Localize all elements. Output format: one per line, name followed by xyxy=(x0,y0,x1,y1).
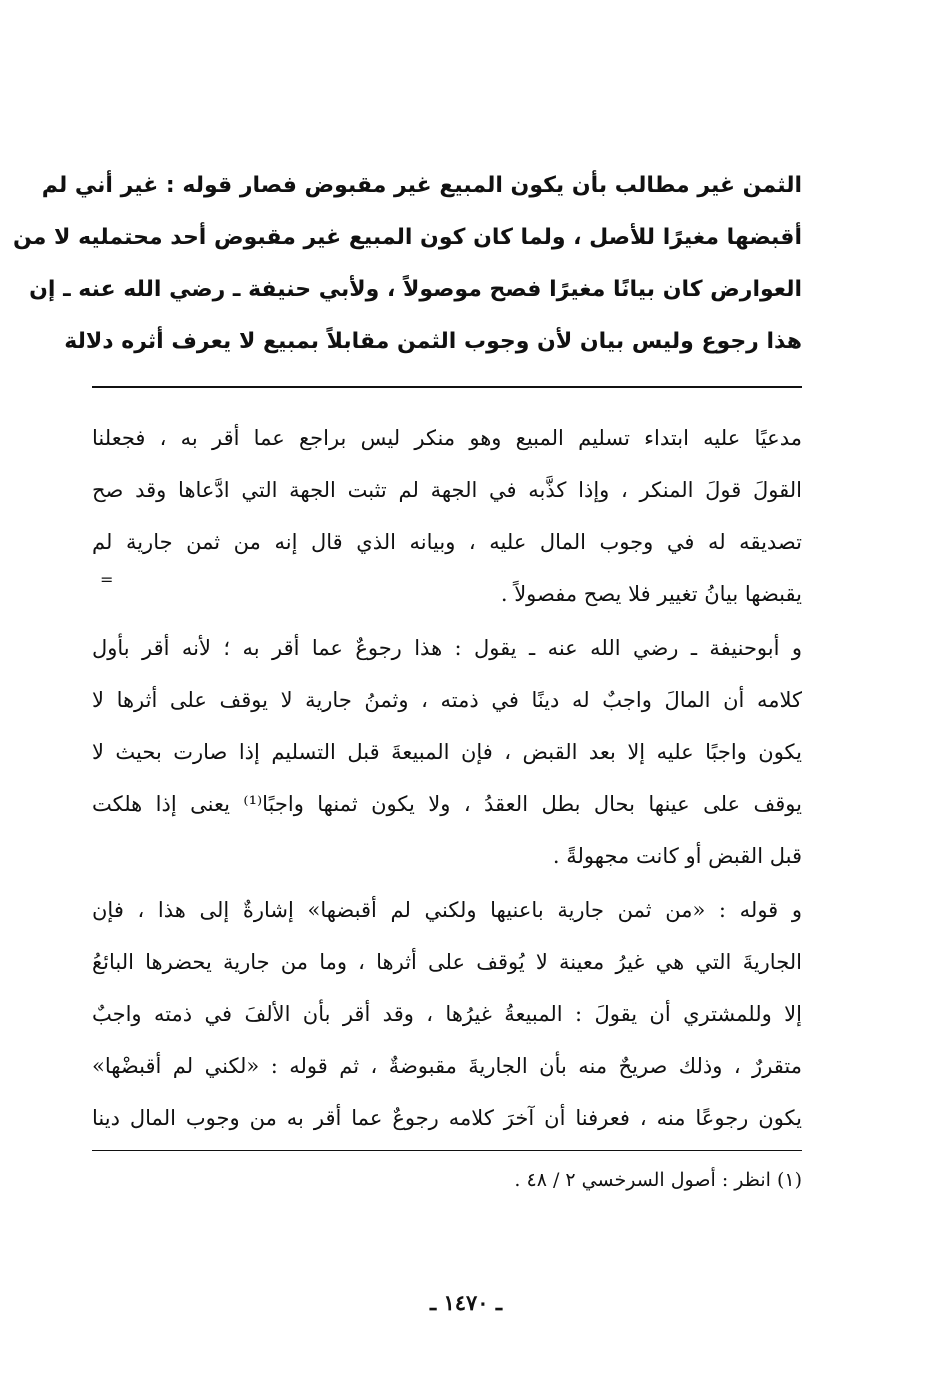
text-line: يكون واجبًا عليه إلا بعد القبض ، فإن المبيعةَ قبل التسليم إذا صارت بحيث لا xyxy=(92,740,802,764)
footnote-divider xyxy=(92,1150,802,1151)
text-line: قبل القبض أو كانت مجهولةً . xyxy=(552,844,802,868)
text-line: هذا رجوع وليس بيان لأن وجوب الثمن مقابلاً بمبيع لا يعرف أثره دلالة xyxy=(64,329,802,354)
commentary-divider xyxy=(92,386,802,388)
text-line: الجاريةَ التي هي غيرُ معينة لا يُوقف على أثرها ، وما من جارية يحضرها البائعُ xyxy=(92,950,802,974)
text-line: متقررٌ ، وذلك صريحٌ منه بأن الجاريةَ مقبوضةٌ ، ثم قوله : «لكني لم أقبضْها» xyxy=(92,1054,802,1078)
text-line: القولَ قولَ المنكر ، وإذا كذَّبه في الجهة لم تثبت الجهة التي ادَّعاها وقد صح xyxy=(92,478,802,502)
text-line: يكون رجوعًا منه ، فعرفنا أن آخرَ كلامه رجوعٌ عما أقر به من وجوب المال دينا xyxy=(92,1106,802,1130)
text-line: تصديقه له في وجوب المال عليه ، وبيانه الذي قال إنه من ثمن جارية لم xyxy=(92,530,802,554)
footnote: (١) انظر : أصول السرخسي ٢ / ٤٨ . xyxy=(514,1169,802,1191)
explanation-paragraph-3 xyxy=(92,884,802,1144)
text-line: و قوله : «من ثمن جارية باعنيها ولكني لم أقبضها» إشارةٌ إلى هذا ، فإن xyxy=(92,898,802,922)
text-line: الثمن غير مطالب بأن يكون المبيع غير مقبوض فصار قوله : غير أني لم xyxy=(41,173,802,198)
text-line: إلا وللمشتري أن يقولَ : المبيعةُ غيرُها ، وقد أقر بأن الألفَ في ذمته واجبٌ xyxy=(92,1002,802,1026)
commentary-text xyxy=(12,160,802,368)
text-line: يقبضها بيانُ تغيير فلا يصح مفصولاً . xyxy=(500,582,802,606)
stray-mark: = xyxy=(100,570,114,589)
explanation-paragraph-2 xyxy=(92,622,802,882)
text-line: كلامه أن المالَ واجبٌ له دينًا في ذمته ، وثمنُ جارية لا يوقف على أثرها لا xyxy=(92,688,802,712)
text-line: و أبوحنيفة ـ رضي الله عنه ـ يقول : هذا رجوعٌ عما أقر به ؛ لأنه أقر بأول xyxy=(92,636,803,660)
page-number: ـ ١٤٧٠ ـ xyxy=(429,1290,503,1315)
text-line: العوارض كان بيانًا مغيرًا فصح موصولاً ، ولأبي حنيفة ـ رضي الله عنه ـ إن xyxy=(29,277,802,302)
explanation-paragraph-1 xyxy=(92,412,802,620)
text-line: مدعيًا عليه ابتداء تسليم المبيع وهو منكر ليس براجع عما أقر به ، فجعلنا xyxy=(92,426,802,450)
text-line: أقبضها مغيرًا للأصل ، ولما كان كون المبيع غير مقبوض أحد محتمليه لا من xyxy=(12,225,802,250)
text-line: يوقف على عينها بحال بطل العقدُ ، ولا يكون ثمنها واجبًا⁽¹⁾ يعنى إذا هلكت xyxy=(92,792,802,816)
